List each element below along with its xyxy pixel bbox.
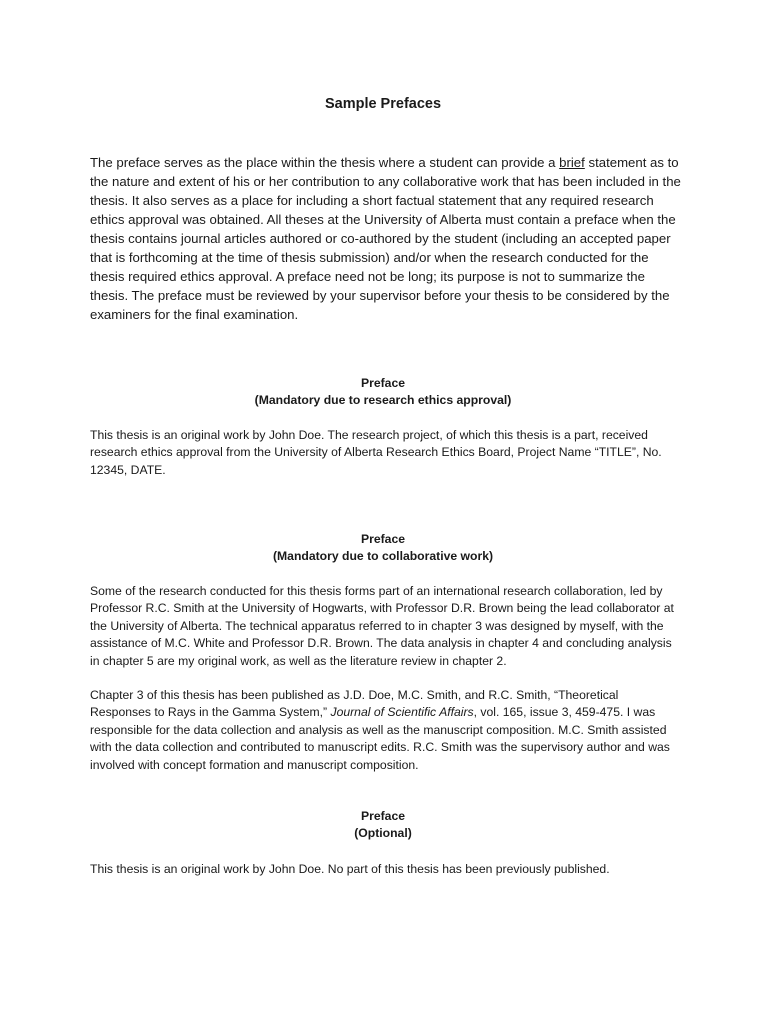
section-heading-optional <box>90 808 676 842</box>
intro-emphasis-brief: brief <box>559 155 585 170</box>
collaborative-preface-paragraph: Some of the research conducted for this thesis forms part of an international research collaboration, led by Professor R.C. Smith at the University of Hogwarts, with Professor D.R. Brown being the lead collaborator at the University of Alberta. The technical apparatus referred to in chapter 3 was designed by myself, with the assistance of M.C. White and Professor D.R. Brown. The data analysis in chapter 4 and concluding analysis in chapter 5 are my original work, as well as the literature review in chapter 2. <box>90 584 674 668</box>
ethics-preface-paragraph: This thesis is an original work by John Doe. The research project, of which this thesis is a part, received research ethics approval from the University of Alberta Research Ethics Board, Project Name “TITLE”, No. 12345, DATE. <box>90 428 662 477</box>
section-title: Preface <box>360 532 406 546</box>
section-title: Preface <box>360 376 406 390</box>
publication-paragraph <box>90 687 682 774</box>
section-heading-ethics <box>90 375 676 409</box>
section-subtitle: (Mandatory due to collaborative work) <box>272 549 494 563</box>
optional-preface-paragraph: This thesis is an original work by John Doe. No part of this thesis has been previously published. <box>90 862 610 876</box>
section-heading-collaborative <box>90 531 676 565</box>
intro-text-end: statement as to the nature and extent of his or her contribution to any collaborative work that has been included in the thesis. It also serves as a place for including a short factual statement that any required research ethics approval was obtained. All theses at the University of Alberta must contain a preface when the thesis contains journal articles authored or co-authored by the student (including an accepted paper that is forthcoming at the time of thesis submission) and/or when the research conducted for the thesis required ethics approval. A preface need not be long; its purpose is not to summarize the thesis. The preface must be reviewed by your supervisor before your thesis to be considered by the examiners for the final examination. <box>90 155 681 322</box>
section-title: Preface <box>360 809 406 823</box>
intro-text-start: The preface serves as the place within the thesis where a student can provide a <box>90 155 560 170</box>
section-subtitle: (Optional) <box>354 826 412 840</box>
section-subtitle: (Mandatory due to research ethics approval) <box>254 393 512 407</box>
page-title: Sample Prefaces <box>324 96 442 112</box>
publication-text-end: , vol. 165, issue 3, 459-475. I was responsible for the data collection and analysis as well as the manuscript composition. M.C. Smith assisted with the data collection and contributed to manuscript edits. R.C. Smith was the supervisory author and was involved with concept formation and manuscript composition. <box>90 705 670 772</box>
journal-name: Journal of Scientific Affairs <box>330 705 474 720</box>
intro-paragraph <box>90 153 682 324</box>
publication-text-start: Chapter 3 of this thesis has been published as J.D. Doe, M.C. Smith, and R.C. Smith, “Theoretical Responses to Rays in the Gamma System,” <box>90 688 619 720</box>
